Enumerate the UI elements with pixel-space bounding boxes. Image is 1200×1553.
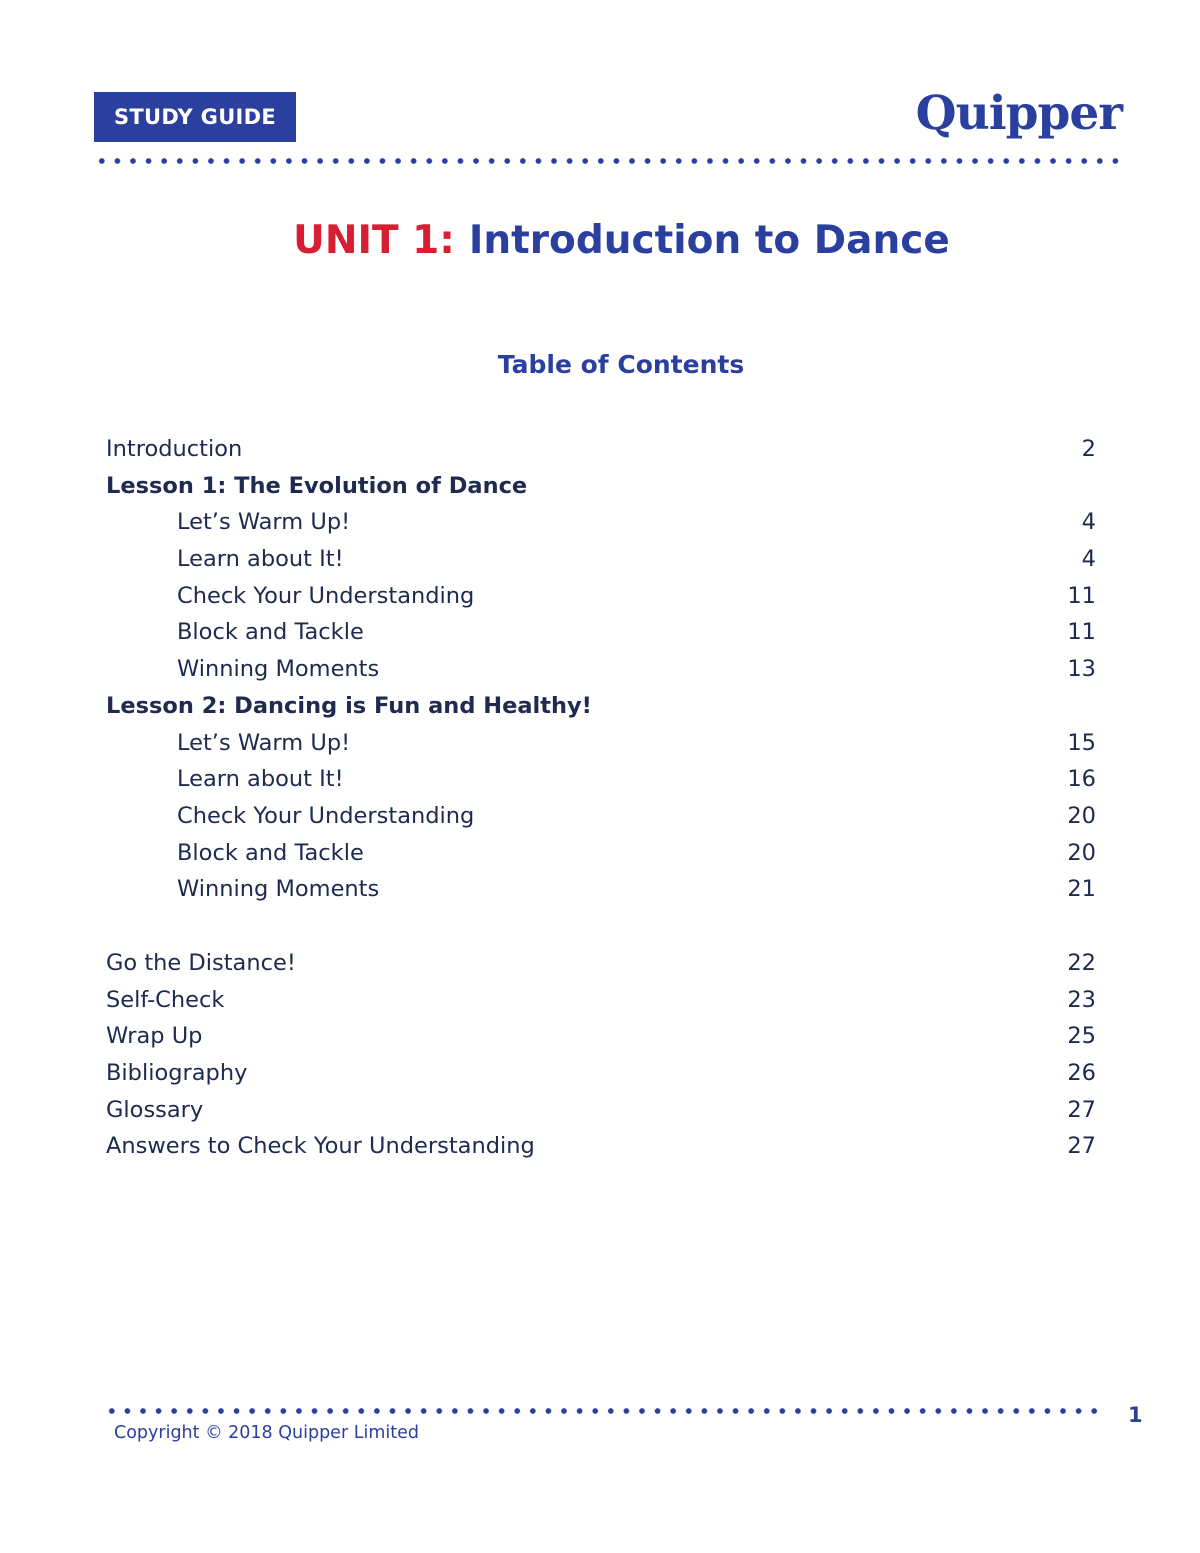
- page-number: 1: [1128, 1403, 1143, 1427]
- toc-entry-label: Answers to Check Your Understanding: [106, 1133, 535, 1160]
- toc-entry-page: 16: [1067, 766, 1096, 793]
- toc-entry-label: Bibliography: [106, 1060, 248, 1086]
- table-of-contents: [106, 431, 1096, 1165]
- toc-entry-wrap-up: [106, 1018, 1096, 1055]
- toc-entry-page: 27: [1067, 1096, 1096, 1123]
- toc-entry: [106, 871, 1096, 908]
- toc-entry-label: Block and Tackle: [177, 619, 364, 646]
- copyright-notice: Copyright © 2018 Quipper Limited: [114, 1423, 419, 1443]
- toc-entry-answers: [106, 1128, 1096, 1165]
- toc-entry-page: 20: [1067, 802, 1096, 829]
- toc-entry-page: 13: [1067, 656, 1096, 683]
- unit-name: Introduction to Dance: [468, 218, 950, 263]
- toc-entry-go-the-distance: [106, 945, 1096, 982]
- toc-entry-label: Check Your Understanding: [177, 802, 475, 829]
- toc-entry: [106, 541, 1096, 578]
- toc-entry-label: Self-Check: [106, 986, 225, 1013]
- header-dotted-divider: [94, 158, 1124, 164]
- toc-entry: [106, 614, 1096, 651]
- toc-entry-page: 26: [1067, 1060, 1096, 1086]
- toc-entry-page: 4: [1081, 509, 1096, 536]
- toc-entry-page: 27: [1067, 1133, 1096, 1160]
- toc-heading: Table of Contents: [497, 350, 745, 379]
- badge-label: STUDY GUIDE: [113, 105, 277, 129]
- quipper-logo: [916, 86, 1122, 141]
- toc-entry-page: 22: [1067, 949, 1096, 976]
- toc-entry-label: Go the Distance!: [106, 949, 296, 976]
- toc-entry-label: Winning Moments: [177, 656, 380, 683]
- study-guide-badge: [94, 92, 296, 142]
- toc-entry-label: Glossary: [106, 1096, 204, 1123]
- toc-entry: [106, 725, 1096, 762]
- page-title: [0, 218, 1200, 263]
- toc-entry-label: Introduction: [106, 436, 243, 462]
- toc-entry-label: Let’s Warm Up!: [177, 509, 351, 536]
- toc-entry-bibliography: [106, 1055, 1096, 1092]
- toc-entry-label: Check Your Understanding: [177, 582, 475, 609]
- toc-entry-page: 25: [1067, 1023, 1096, 1050]
- toc-entry-label: Learn about It!: [177, 766, 344, 793]
- toc-entry: [106, 835, 1096, 872]
- toc-entry-label: Learn about It!: [177, 546, 344, 573]
- toc-entry: [106, 651, 1096, 688]
- toc-entry-page: 11: [1067, 619, 1096, 646]
- toc-lesson-1-heading: [106, 468, 1096, 505]
- toc-entry-page: 11: [1067, 582, 1096, 609]
- toc-entry: [106, 504, 1096, 541]
- toc-entry-label: Winning Moments: [177, 876, 380, 903]
- footer-dotted-divider: [104, 1408, 1104, 1414]
- toc-entry-glossary: [106, 1092, 1096, 1129]
- unit-number: UNIT 1:: [293, 218, 455, 263]
- toc-lesson-2-heading: [106, 688, 1096, 725]
- toc-entry-label: Wrap Up: [106, 1023, 203, 1050]
- toc-entry-page: 2: [1081, 436, 1096, 462]
- toc-entry-page: 20: [1067, 839, 1096, 866]
- toc-lesson-label: Lesson 1: The Evolution of Dance: [106, 472, 528, 499]
- toc-entry: [106, 578, 1096, 615]
- toc-entry: [106, 798, 1096, 835]
- toc-entry-introduction: [106, 431, 1096, 468]
- toc-entry-self-check: [106, 982, 1096, 1019]
- toc-entry-page: 4: [1081, 546, 1096, 573]
- toc-entry-page: 23: [1067, 986, 1096, 1013]
- toc-entry-label: Block and Tackle: [177, 839, 364, 866]
- toc-entry-page: 15: [1067, 729, 1096, 756]
- toc-entry: [106, 761, 1096, 798]
- toc-lesson-label: Lesson 2: Dancing is Fun and Healthy!: [106, 692, 592, 719]
- toc-entry-page: 21: [1067, 876, 1096, 903]
- toc-entry-label: Let’s Warm Up!: [177, 729, 351, 756]
- logo-text: Quipper: [915, 86, 1122, 141]
